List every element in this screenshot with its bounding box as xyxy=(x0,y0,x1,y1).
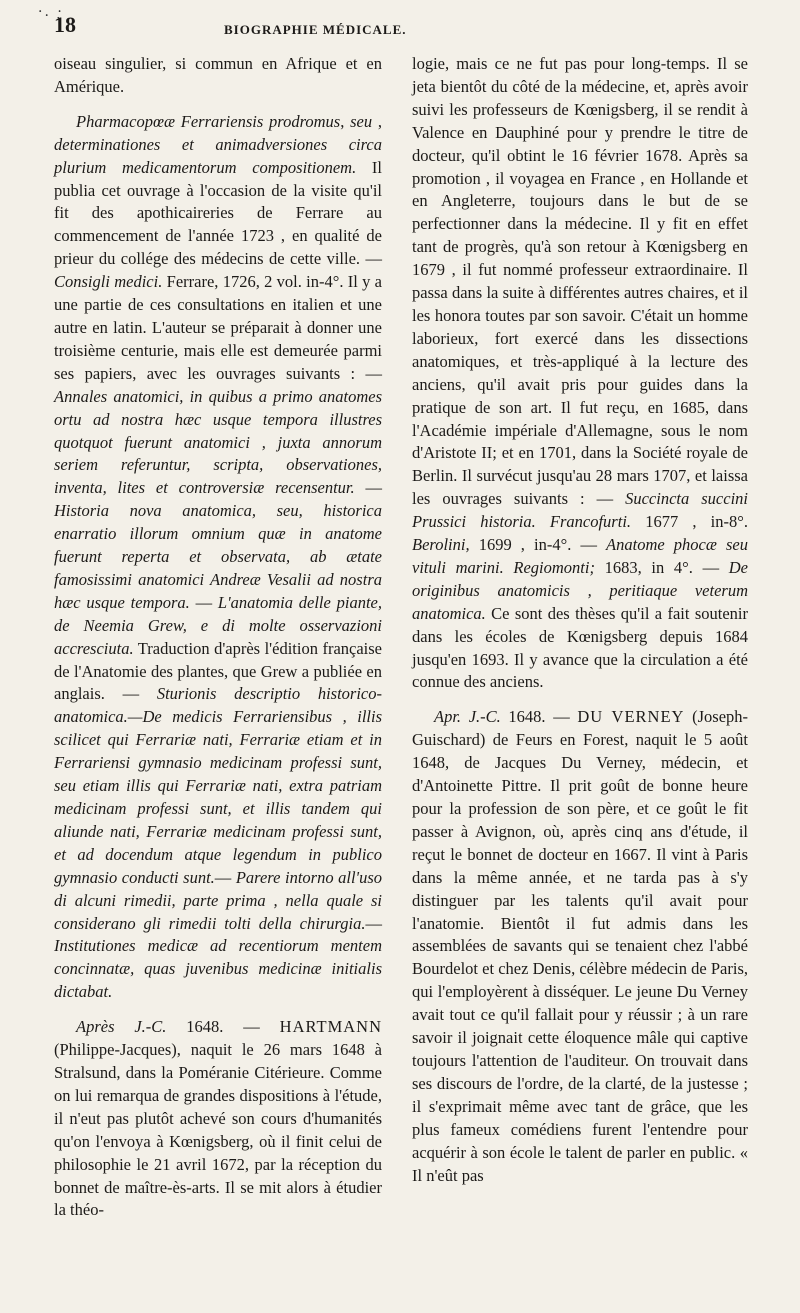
text-run: (Joseph-Guischard) de Feurs en Forest, naquit le 5 août 1648, de Jacques Du Verney, médecin, et d'Antoinette Pittre. Il prit goût de bonne heure pour la profession de son père, et ce goût le fit passer à Avignon, où, après cinq ans d'étude, il reçut le bonnet de docteur en 1667. Il vint à Paris dans la même année, et ne tarda pas à s'y distinguer par les talents qu'il avait pour l'anatomie. Bientôt il fut admis dans les assemblées de savants qui se tenaient chez l'abbé Bourdelot et chez Denis, célèbre médecin de Paris, qui l'employèrent à disséquer. Le jeune Du Verney avait tout ce qu'il fallait pour y réussir ; à un rare savoir il joignait cette éloquence mâle qui captive toujours l'attention de l'auditeur. On trouvait dans ses discours de l'ordre, de la clarté, de la justesse ; il s'exprimait même avec tant de grâce, que les plus fameux comédiens furent l'entendre pour acquérir à son école le talent de parler en public. « Il n'eût pas xyxy=(412,707,749,1185)
text-run: — xyxy=(214,867,236,887)
text-run: 1699 , in-4°. — xyxy=(469,535,607,555)
text-run: Traduction d'après l'édition française de l'Anatomie des plantes, que Grew a publiée en anglais. — xyxy=(54,638,382,704)
text-run: 1677 , in-8°. xyxy=(631,512,748,532)
italic-text-run: Annales anatomici, in quibus a primo anatomes ortu ad nostra hæc usque tempora illustres quotquot fuerunt anatomici , juxta annorum seriem referuntur, scripta, observationes, inventa, lites et controversiæ recensentur. xyxy=(54,386,382,498)
italic-text-run: Institutiones medicæ ad recentiorum mentem concinnatæ, quas juvenibus medicinæ initialis dictabat. xyxy=(54,936,382,1002)
text-run: , xyxy=(340,111,351,131)
right-column xyxy=(412,53,748,1187)
paragraph-hartmann-continued xyxy=(412,53,748,694)
text-run: — xyxy=(365,913,382,933)
text-run: (Philippe-Jacques), naquit le 26 mars 1648 à Stralsund, dans la Poméranie Citérieure. Comme on lui remarqua de grandes dispositions à l'étude, il n'eut pas plutôt achevé son cours d'humanités qu'on l'envoya à Kœnigsberg, où il finit celui de philosophie le 21 avril 1672, par la réception du bonnet de maître-ès-arts. Il se mit alors à étudier la théo- xyxy=(54,1040,382,1220)
italic-text-run: Après J.-C. xyxy=(76,1017,167,1037)
corner-mark: ·. ·̣ xyxy=(38,4,64,20)
text-run: 1648. — xyxy=(500,707,578,727)
paragraph-continuation: oiseau singulier, si commun en Afrique et en Amérique. xyxy=(54,54,382,96)
italic-text-run: Sturionis descriptio historico-anatomica.—De medicis Ferrariensibus , illis scilicet qui Ferrariæ nati, Ferrariæ etiam et in Ferrariensi gymnasio medicinam professi sunt, seu etiam illis qui Ferrariæ nati, extra patriam medicinam professi sunt, et illis tandem qui aliunde nati, Ferrariæ medicinam professi sunt, et ad docendum atque legendum in publico gymnasio conducti sunt. xyxy=(54,684,382,887)
entry-name: DU VERNEY xyxy=(577,707,685,727)
italic-text-run: Apr. J.-C. xyxy=(434,707,501,727)
text-run: Il publia cet ouvrage à l'occasion de la visite qu'il fit des apothicaireries de Ferrare au commencement de l'année 1723 , en qualité de prieur du collége des médecins de cette ville. — xyxy=(54,157,382,269)
text-run: , xyxy=(372,111,383,131)
italic-text-run: Berolini, xyxy=(412,535,470,555)
page-header xyxy=(54,12,760,40)
text-run: — xyxy=(189,592,218,612)
italic-text-run: determinationes et animadversiones circa plurium medicamentorum compositionem. xyxy=(54,134,382,177)
italic-text-run: seu xyxy=(350,111,373,131)
entry-du-verney xyxy=(412,706,748,1187)
italic-text-run: Historia nova anatomica, seu, historica enarratio illorum omnium quæ in anatome fuerunt reperta et observata, ab ætate famosissimi anatomici Andreæ Vesalii ad nostra hæc usque tempora. xyxy=(54,501,382,612)
italic-text-run: Parere intorno all'uso di alcuni rimedii, parte prima , nella quale si considerano gli rimedii tolti della chirurgia. xyxy=(54,867,382,933)
page-number: 18 xyxy=(54,12,76,37)
italic-text-run: L'anatomia delle piante, de Neemia Grew, e di molte osservazioni accresciuta. xyxy=(54,592,382,658)
italic-text-run: De originibus anatomicis , peritiaque veterum anatomica. xyxy=(412,557,748,623)
text-run: Ferrare, 1726, 2 vol. in-4°. Il y a une partie de ces consultations en italien et une autre en latin. L'auteur se préparait à donner une troisième centurie, mais elle est demeurée parmi ses papiers, avec les ouvrages suivants : — xyxy=(54,272,382,383)
text-run: — xyxy=(354,478,383,498)
italic-text-run: Pharmacopœæ Ferrariensis prodromus xyxy=(76,111,341,131)
italic-text-run: Consigli medici. xyxy=(54,272,163,292)
italic-text-run: Anatome phocæ seu vituli marini. Regiomonti; xyxy=(412,535,748,577)
paragraph-works-list xyxy=(54,111,382,1004)
left-column xyxy=(54,53,382,1222)
entry-name: HARTMANN xyxy=(279,1017,382,1037)
running-title: BIOGRAPHIE MÉDICALE. xyxy=(224,22,407,37)
text-run: 1683, in 4°. — xyxy=(594,557,729,577)
text-run: 1648. — xyxy=(166,1017,280,1037)
entry-hartmann xyxy=(54,1016,382,1222)
italic-text-run: Succincta succini Prussici historia. Francofurti. xyxy=(412,489,748,532)
text-run: logie, mais ce ne fut pas pour long-temps. Il se jeta bientôt du côté de la médecine, et, après avoir suivi les professeurs de Kœnigsberg, il se rendit à Valence en Dauphiné pour y prendre le titre de docteur, qu'il obtint le 16 février 1678. Après sa promotion , il voyagea en France , en Hollande et en Angleterre, toujours dans le but de se perfectionner dans la médecine. Il y fit en effet tant de progrès, qu'à son retour à Kœnigsberg en 1679 , il fut nommé professeur extraordinaire. Il passa dans la suite à différentes autres chaires, et il les honora toutes par son savoir. C'était un homme laborieux, fort exercé dans les dissections anatomiques, et très-appliqué à la lecture des anciens, qu'il avait pris pour guides dans la pratique de son art. Il fut reçu, en 1685, dans l'Académie impériale d'Allemagne, sous le nom d'Aristote II; et en 1701, dans la Société royale de Berlin. Il survécut jusqu'au 28 mars 1707, et laissa les ouvrages suivants : — xyxy=(412,54,748,509)
text-run: Ce sont des thèses qu'il a fait soutenir dans les écoles de Kœnigsberg depuis 1684 jusqu'en 1693. Il y avance que la circulation a été connue des anciens. xyxy=(412,603,748,692)
